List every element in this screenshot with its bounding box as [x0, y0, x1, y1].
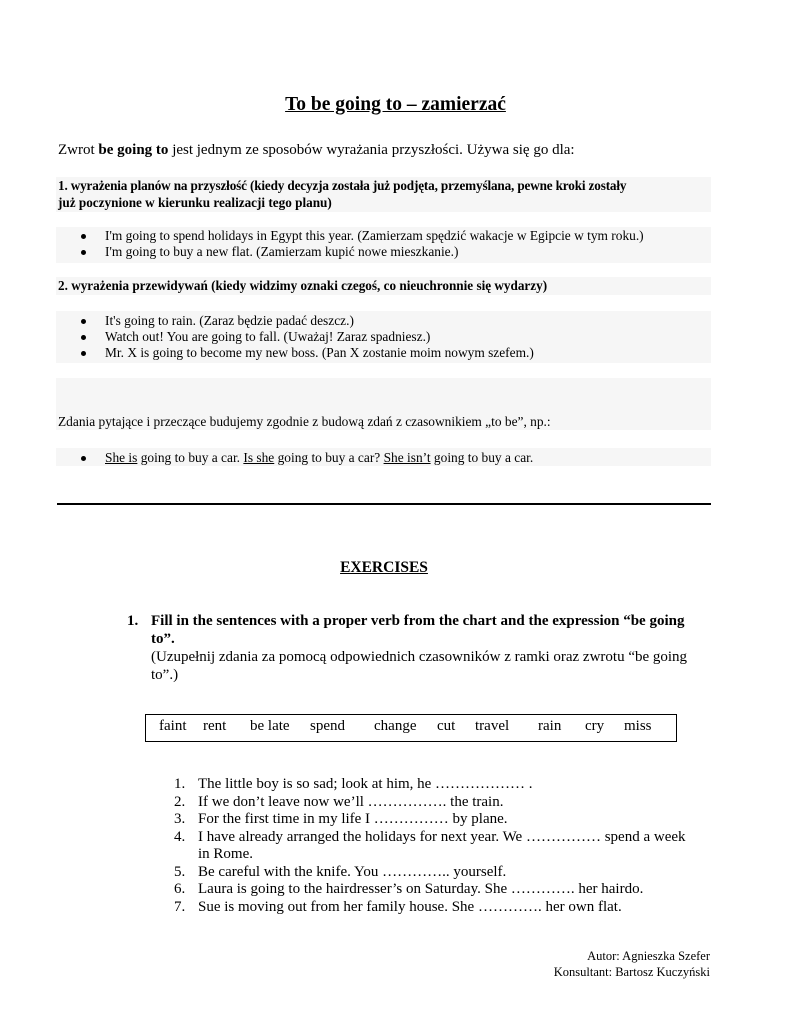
list-item: I'm going to spend holidays in Egypt this year. (Zamierzam spędzić wakacje w Egipcie w tym roku.) [105, 228, 710, 244]
verb-chip: rent [203, 718, 227, 734]
sentence-number: 4. [174, 828, 186, 845]
sentence-number: 3. [174, 811, 186, 827]
section1-heading-line1: 1. wyrażenia planów na przyszłość (kiedy decyzja została już podjęta, przemyślana, pewne kroki zostały [58, 178, 627, 193]
verb-chip: miss [624, 718, 652, 734]
sentence-number: 5. [174, 863, 186, 880]
list-item [105, 450, 710, 466]
sentence-text: Laura is going to the hairdresser’s on Saturday. She …………. her hairdo. [198, 881, 644, 897]
exercise-sentence-list [174, 776, 714, 916]
verb-chart [145, 714, 677, 742]
example-text: going to buy a car. [137, 450, 244, 465]
section2-example-list [105, 313, 710, 361]
list-item [174, 864, 714, 882]
task-translation-line1: (Uzupełnij zdania za pomocą odpowiednich czasowników z ramki oraz zwrotu “be going [151, 649, 688, 665]
intro-text-before: Zwrot [58, 142, 99, 158]
task-translation-line2: to”.) [151, 667, 179, 683]
footer-author: Autor: Agnieszka Szefer [587, 949, 710, 963]
list-item [174, 899, 714, 917]
list-item: Mr. X is going to become my new boss. (Pan X zostanie moim nowym szefem.) [105, 345, 710, 361]
page-title: To be going to – zamierzać [285, 94, 506, 115]
task-number: 1. [127, 613, 139, 629]
example-text: going to buy a car. [430, 450, 534, 465]
sentence-text: I have already arranged the holidays for next year. We …………… spend a week [198, 828, 686, 845]
affirmative-subject: She is [105, 450, 138, 465]
section-divider [57, 503, 711, 505]
section1-heading-line2: już poczynione w kierunku realizacji tego planu) [58, 195, 332, 210]
list-item [174, 811, 714, 829]
sentence-text: Sue is moving out from her family house. She …………. her own flat. [198, 898, 622, 915]
verb-chip: cry [585, 718, 605, 734]
verb-chip: travel [475, 718, 510, 734]
verb-chip: change [374, 718, 417, 734]
negative-subject: She isn’t [383, 450, 431, 465]
list-item [174, 776, 714, 794]
footer-credits [554, 948, 710, 980]
task-instruction-line2: to”. [151, 631, 175, 647]
sentence-text: Be careful with the knife. You ………….. yourself. [198, 863, 507, 880]
verb-chip: spend [310, 718, 345, 734]
sentence-text: The little boy is so sad; look at him, he ……………… . [198, 776, 533, 792]
sentence-number: 1. [174, 776, 186, 792]
task-instruction-line1: Fill in the sentences with a proper verb from the chart and the expression “be going [151, 613, 685, 629]
list-item: I'm going to buy a new flat. (Zamierzam kupić nowe mieszkanie.) [105, 244, 710, 260]
verb-chip: be late [250, 718, 290, 734]
sentence-number: 2. [174, 793, 186, 810]
footer-consultant: Konsultant: Bartosz Kuczyński [553, 965, 710, 979]
verb-chip: rain [538, 718, 562, 734]
sentence-text: For the first time in my life I …………… by plane. [198, 811, 508, 827]
intro-bold-phrase: be going to [98, 142, 169, 158]
verb-chip: cut [437, 718, 456, 734]
list-item: It's going to rain. (Zaraz będzie padać deszcz.) [105, 313, 710, 329]
section2-heading: 2. wyrażenia przewidywań (kiedy widzimy oznaki czegoś, co nieuchronnie się wydarzy) [58, 278, 548, 293]
list-item [174, 829, 714, 864]
sentence-number: 7. [174, 898, 186, 915]
question-subject: Is she [243, 450, 275, 465]
sentence-text: If we don’t leave now we’ll ……………. the train. [198, 793, 504, 810]
exercises-title: EXERCISES [340, 559, 428, 576]
intro-paragraph [58, 142, 575, 159]
section1-example-list [105, 228, 710, 260]
verb-chip: faint [159, 718, 187, 734]
list-item [174, 881, 714, 899]
question-example-list [105, 450, 710, 466]
list-item [174, 794, 714, 812]
task-1 [127, 612, 712, 684]
example-text: going to buy a car? [274, 450, 384, 465]
sentence-number: 6. [174, 881, 186, 897]
intro-text-after: jest jednym ze sposobów wyrażania przyszłości. Używa się go dla: [168, 142, 575, 158]
list-item: Watch out! You are going to fall. (Uważaj! Zaraz spadniesz.) [105, 329, 710, 345]
section1-heading [58, 177, 712, 211]
sentence-text-continued: in Rome. [198, 846, 253, 862]
questions-note: Zdania pytające i przeczące budujemy zgodnie z budową zdań z czasownikiem „to be”, np.: [58, 414, 551, 429]
